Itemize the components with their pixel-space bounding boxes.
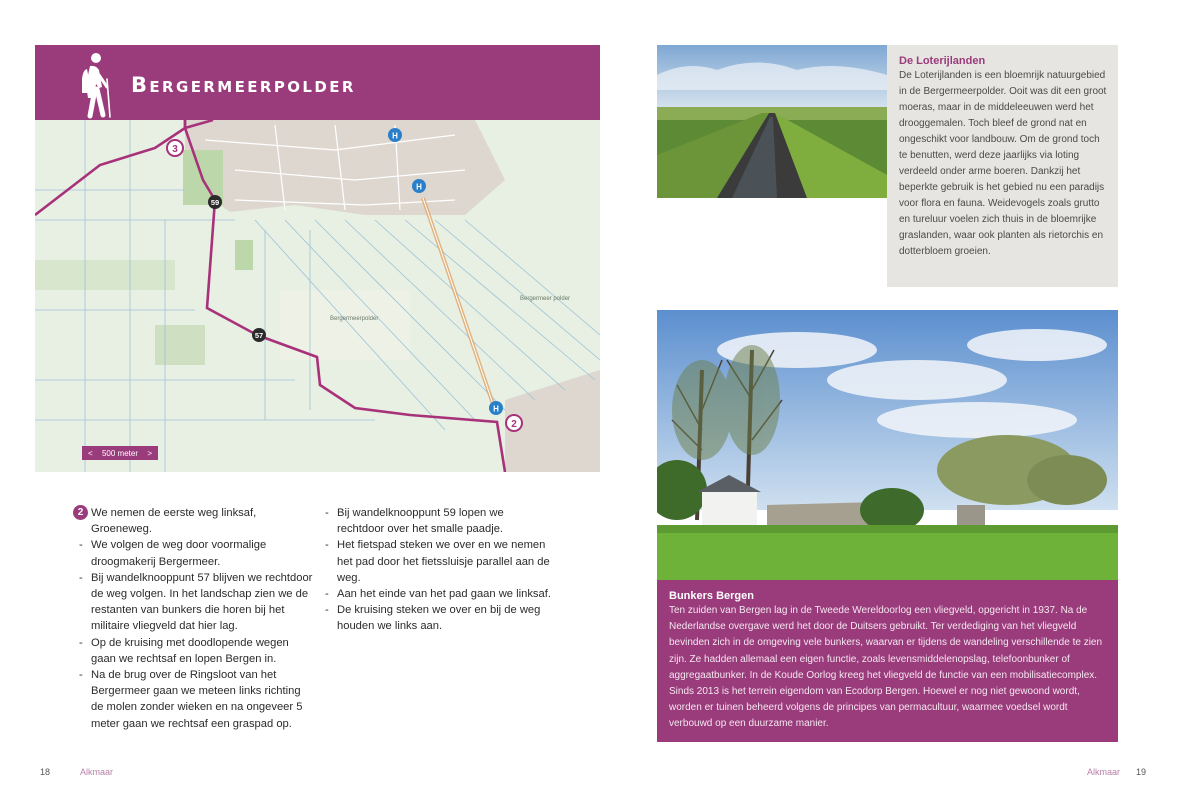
bunkers-text: Ten zuiden van Bergen lag in de Tweede Wereldoorlog een vliegveld, opgericht in 1937. Na de Nederlandse overgave werd het door de Duitsers gebruikt. Ter verdediging van het vliegveld bevinden zich in de omgeving vele bunkers, waarvan er tijdens de wandeling verschillende te zien zijn. Ze hadden allemaal een eigen functie, zoals levensmiddelenopslag, telefoonbunker of aggregaatbunker. In de Koude Oorlog kreeg het vliegveld de functie van een mobilisatiecomplex. Sinds 2013 is het terrein eigendom van Ecodorp Bergen. Hoewel er nog niet gewoond wordt, worden er tuinen beheerd volgens de principes van permacultuur, waarmee voedsel wordt verbouwd op een duurzame manier. <box>669 605 1103 730</box>
loterijlanden-info-box <box>887 45 1118 287</box>
running-footer-right: Alkmaar <box>1087 767 1121 777</box>
route-column-2 <box>322 505 552 635</box>
route-item: - De kruising steken we over en bij de weg houden we links aan. <box>325 604 541 633</box>
bunkers-info-box <box>657 580 1118 742</box>
bunkers-photo <box>657 310 1118 580</box>
route-item: - Aan het einde van het pad gaan we linksaf. <box>325 588 551 601</box>
bunkers-title: Bunkers Bergen <box>669 590 754 602</box>
map-area-label-1: Bergermeerpolder <box>330 316 379 322</box>
running-footer-left: Alkmaar <box>80 767 114 777</box>
loterijlanden-photo <box>657 45 887 198</box>
scale-right-arrow: > <box>147 448 152 458</box>
hiker-icon <box>75 49 115 119</box>
map-graphic <box>35 120 600 472</box>
route-map <box>35 120 600 472</box>
page-number-left: 18 <box>40 767 51 777</box>
map-scale-bar <box>82 446 158 460</box>
page-title: Bergermeerpolder <box>131 73 356 97</box>
step-2-badge: 2 <box>73 505 88 520</box>
map-step-3-label: 3 <box>172 144 178 155</box>
page-number-right: 19 <box>1136 767 1147 777</box>
map-step-2-label: 2 <box>511 419 517 430</box>
route-item: - Op de kruising met doodlopende wegen gaan we rechtsaf en lopen Bergen in. <box>79 636 289 665</box>
route-item: - Het fietspad steken we over en we nemen het pad door het fietssluisje parallel aan de weg. <box>325 539 550 584</box>
map-knooppunt-59-label: 59 <box>210 198 220 207</box>
scale-label: 500 meter <box>101 448 139 458</box>
loterijlanden-text: De Loterijlanden is een bloemrijk natuurgebied in de Bergermeerpolder. Ooit was dit een groot moeras, maar in de middeleeuwen werd het drooggemalen. Toch bleef de grond nat en ongeschikt voor landbouw. Om de grond toch te benutten, werd deze jaarlijks via loting verdeeld onder arme boeren. Dankzij het beperkte gebruik is het gebied nu een paradijs voor flora en fauna. Weidevogels zoals grutto en tureluur voelen zich thuis in de bloemrijke graslanden, waar ook planten als rietorchis en dotterbloem groeien. <box>899 70 1107 257</box>
scale-left-arrow: < <box>88 448 93 458</box>
route-column-1 <box>76 505 316 732</box>
map-bus-stop-label-1: H <box>392 131 398 141</box>
route-item: - Bij wandelknooppunt 59 lopen we rechtdoor over het smalle paadje. <box>325 507 504 536</box>
route-item: - Na de brug over de Ringsloot van het Bergermeer gaan we meteen links richting de molen zonder wieken en na ongeveer 5 meter gaan we rechtsaf een graspad op. <box>79 669 303 730</box>
route-item: - We volgen de weg door voormalige droogmakerij Bergermeer. <box>79 539 267 568</box>
map-knooppunt-57-label: 57 <box>254 331 264 340</box>
loterijlanden-title: De Loterijlanden <box>899 55 986 67</box>
route-item: - Bij wandelknooppunt 57 blijven we rechtdoor de weg volgen. In het landschap zien we de restanten van bunkers die horen bij het militaire vliegveld dat hier lag. <box>79 571 313 633</box>
route-item: We nemen de eerste weg linksaf, Groeneweg. <box>91 507 257 536</box>
page-header-band <box>35 45 600 120</box>
map-bus-stop-label-2: H <box>416 182 422 192</box>
map-bus-stop-label-3: H <box>493 404 499 414</box>
map-area-label-2: Bergermeer polder <box>520 296 571 302</box>
